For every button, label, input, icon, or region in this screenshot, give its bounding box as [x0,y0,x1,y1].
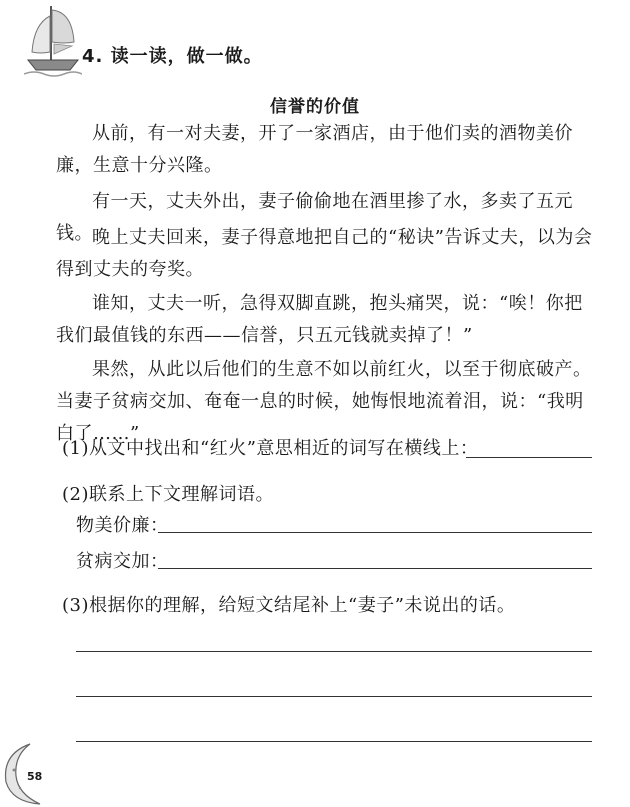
answer-line-q1[interactable] [466,457,592,458]
story-paragraph: 谁知，丈夫一听，急得双脚直跳，抱头痛哭，说：“唉！你把我们最值钱的东西——信誉，只五元钱就卖掉了！” [56,293,583,346]
crescent-moon-icon [0,740,50,807]
answer-line-q3-2[interactable] [76,696,592,697]
story-paragraph: 晚上丈夫回来，妻子得意地把自己的“秘诀”告诉丈夫，以为会得到丈夫的夸奖。 [56,227,593,280]
exercise-heading: 4. 读一读，做一做。 [82,46,263,67]
story-paragraph: 有一天，丈夫外出，妻子偷偷地在酒里掺了水，多卖了五元钱。 [56,191,573,244]
story-paragraph: 果然，从此以后他们的生意不如以前红火，以至于彻底破产。当妻子贫病交加、奄奄一息的时候，她悔恨地流着泪，说：“我明白了……” [56,359,592,444]
answer-line-q2b[interactable] [158,568,592,569]
answer-line-q3-1[interactable] [76,651,592,652]
page-number: 58 [27,770,43,783]
story-title: 信誉的价值 [270,97,360,117]
question-3: (3)根据你的理解，给短文结尾补上“妻子”未说出的话。 [62,595,516,616]
question-1: (1)从文中找出和“红火”意思相近的词写在横线上： [62,438,479,459]
answer-line-q3-3[interactable] [76,741,592,742]
sailboat-icon [24,2,82,80]
question-2: (2)联系上下文理解词语。 [62,484,274,505]
term-wumeijialian: 物美价廉： [76,515,169,536]
term-pinbingjiaojia: 贫病交加： [76,551,169,572]
story-paragraph: 从前，有一对夫妻，开了一家酒店，由于他们卖的酒物美价廉，生意十分兴隆。 [56,123,573,176]
answer-line-q2a[interactable] [158,532,592,533]
